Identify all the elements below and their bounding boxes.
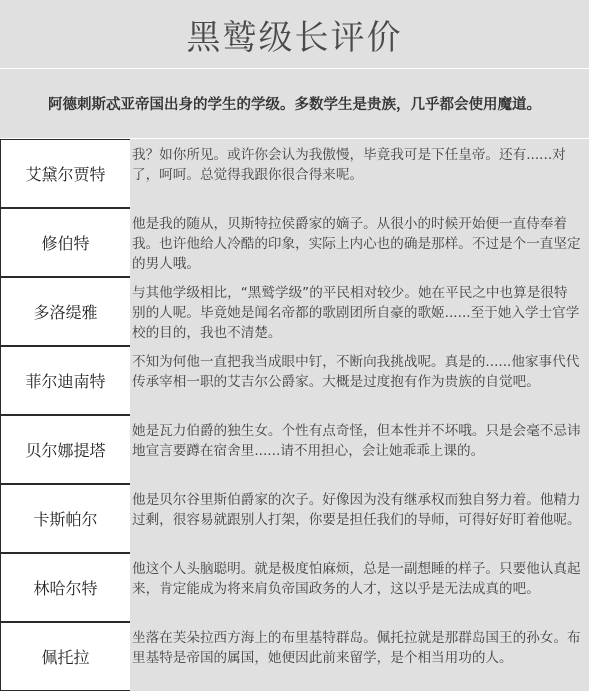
table-row (0, 208, 589, 277)
student-name: 多洛缇雅 (0, 277, 130, 346)
table-row (0, 484, 589, 553)
student-comment: 她是瓦力伯爵的独生女。个性有点奇怪，但本性并不坏哦。只是会毫不忌讳地宣言要蹲在宿舍里......请不用担心，会让她乖乖上课的。 (130, 415, 589, 484)
student-name: 修伯特 (0, 208, 130, 277)
student-comment: 他这个人头脑聪明。就是极度怕麻烦，总是一副想睡的样子。只要他认真起来，肯定能成为将来肩负帝国政务的人才，这以乎是无法成真的吧。 (130, 553, 589, 622)
student-name: 艾黛尔贾特 (0, 139, 130, 208)
student-table (0, 139, 589, 691)
page-title: 黑鹫级长评价 (0, 0, 589, 68)
student-comment: 与其他学级相比，“黑鹫学级”的平民相对较少。她在平民之中也算是很特别的人呢。毕竟她是闻名帝都的歌剧团所自豪的歌姬......至于她入学士官学校的目的，我也不清楚。 (130, 277, 589, 346)
table-row (0, 553, 589, 622)
student-comment: 不知为何他一直把我当成眼中钉，不断向我挑战呢。真是的......他家事代代传承宰相一职的艾吉尔公爵家。大概是过度抱有作为贵族的自觉吧。 (130, 346, 589, 415)
student-name: 卡斯帕尔 (0, 484, 130, 553)
student-name: 林哈尔特 (0, 553, 130, 622)
student-name: 贝尔娜提塔 (0, 415, 130, 484)
student-comment: 我？如你所见。或许你会认为我傲慢，毕竟我可是下任皇帝。还有......对了，呵呵。总觉得我跟你很合得来呢。 (130, 139, 589, 208)
student-comment: 他是我的随从，贝斯特拉侯爵家的嫡子。从很小的时候开始便一直侍奉着我。也许他给人冷酷的印象，实际上内心也的确是那样。不过是个一直坚定的男人哦。 (130, 208, 589, 277)
student-name: 佩托拉 (0, 622, 130, 691)
table-row (0, 139, 589, 208)
student-name: 菲尔迪南特 (0, 346, 130, 415)
table-row (0, 415, 589, 484)
student-comment: 他是贝尔谷里斯伯爵家的次子。好像因为没有继承权而独自努力着。他精力过剩，很容易就跟别人打架，你要是担任我们的导师，可得好好盯着他呢。 (130, 484, 589, 553)
student-comment: 坐落在芙朵拉西方海上的布里基特群岛。佩托拉就是那群岛国王的孙女。布里基特是帝国的属国，她便因此前来留学，是个相当用功的人。 (130, 622, 589, 691)
table-row (0, 346, 589, 415)
table-row (0, 622, 589, 691)
class-description: 阿德刺斯忒亚帝国出身的学生的学级。多数学生是贵族，几乎都会使用魔道。 (0, 69, 589, 138)
table-row (0, 277, 589, 346)
